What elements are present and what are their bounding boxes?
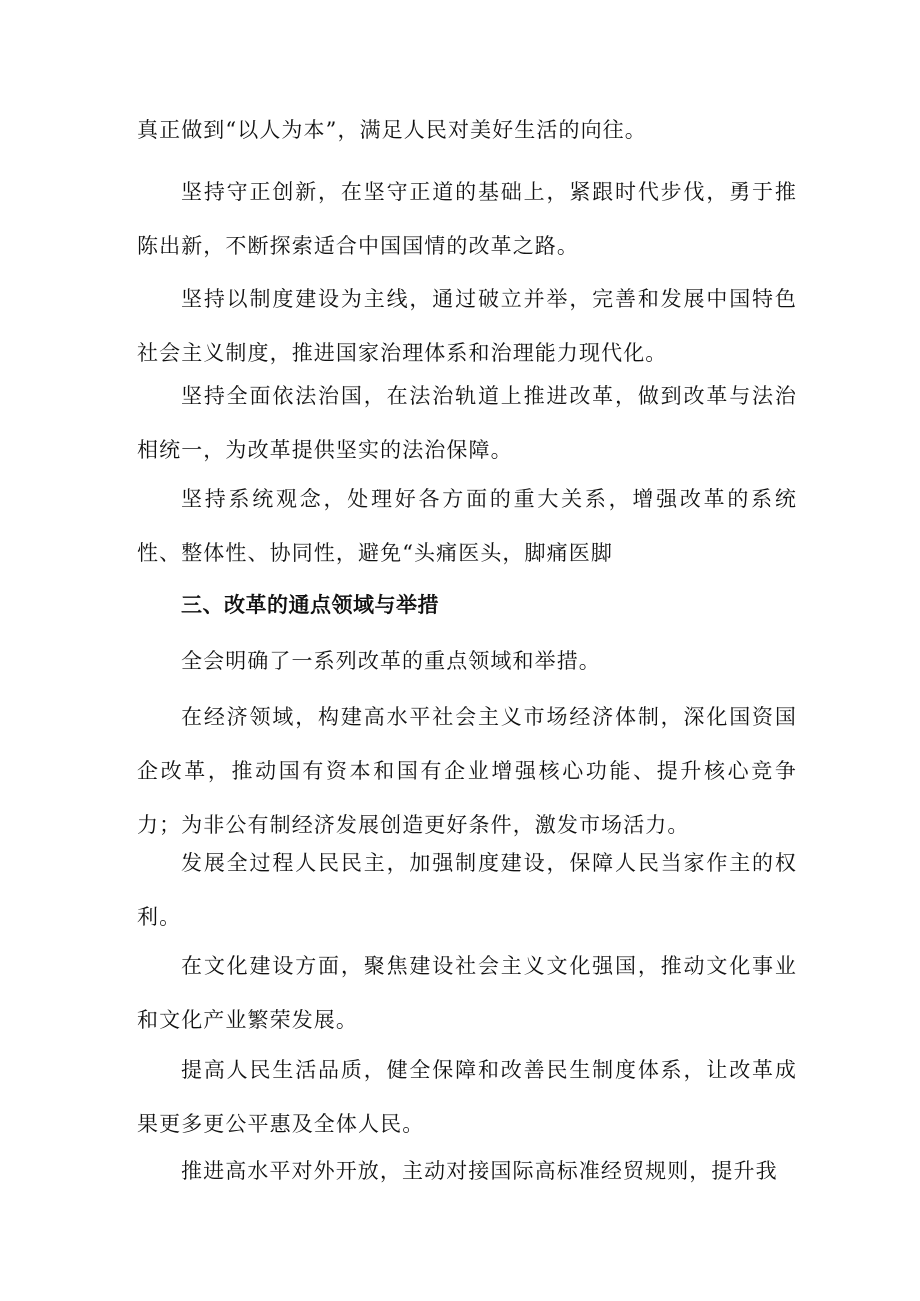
paragraph-democracy: 发展全过程人民民主，加强制度建设，保障人民当家作主的权利。 — [137, 851, 797, 929]
paragraph-rule-of-law: 坚持全面依法治国，在法治轨道上推进改革，做到改革与法治相统一，为改革提供坚实的法治保障。 — [137, 384, 797, 462]
paragraph-intro: 全会明确了一系列改革的重点领域和举措。 — [181, 649, 601, 673]
paragraph-systems-view: 坚持系统观念，处理好各方面的重大关系，增强改革的系统性、整体性、协同性，避免“头痛医头，脚痛医脚 — [137, 487, 797, 565]
paragraph-institution: 坚持以制度建设为主线，通过破立并举，完善和发展中国特色社会主义制度，推进国家治理体系和治理能力现代化。 — [137, 287, 797, 365]
paragraph-culture: 在文化建设方面，聚焦建设社会主义文化强国，推动文化事业和文化产业繁荣发展。 — [137, 954, 797, 1032]
section-heading: 三、改革的通点领域与举措 — [181, 593, 439, 617]
paragraph-opening-up: 推进高水平对外开放，主动对接国际高标准经贸规则，提升我 — [181, 1159, 778, 1183]
paragraph-economy: 在经济领域，构建高水平社会主义市场经济体制，深化国资国企改革，推动国有资本和国有企业增强核心功能、提升核心竞争力；为非公有制经济发展创造更好条件，激发市场活力。 — [137, 705, 797, 837]
paragraph-continuation: 真正做到“以人为本”，满足人民对美好生活的向往。 — [137, 118, 647, 142]
paragraph-livelihood: 提高人民生活品质，健全保障和改善民生制度体系，让改革成果更多更公平惠及全体人民。 — [137, 1058, 797, 1136]
paragraph-innovation: 坚持守正创新，在坚守正道的基础上，紧跟时代步伐，勇于推陈出新，不断探索适合中国国情的改革之路。 — [137, 180, 797, 258]
